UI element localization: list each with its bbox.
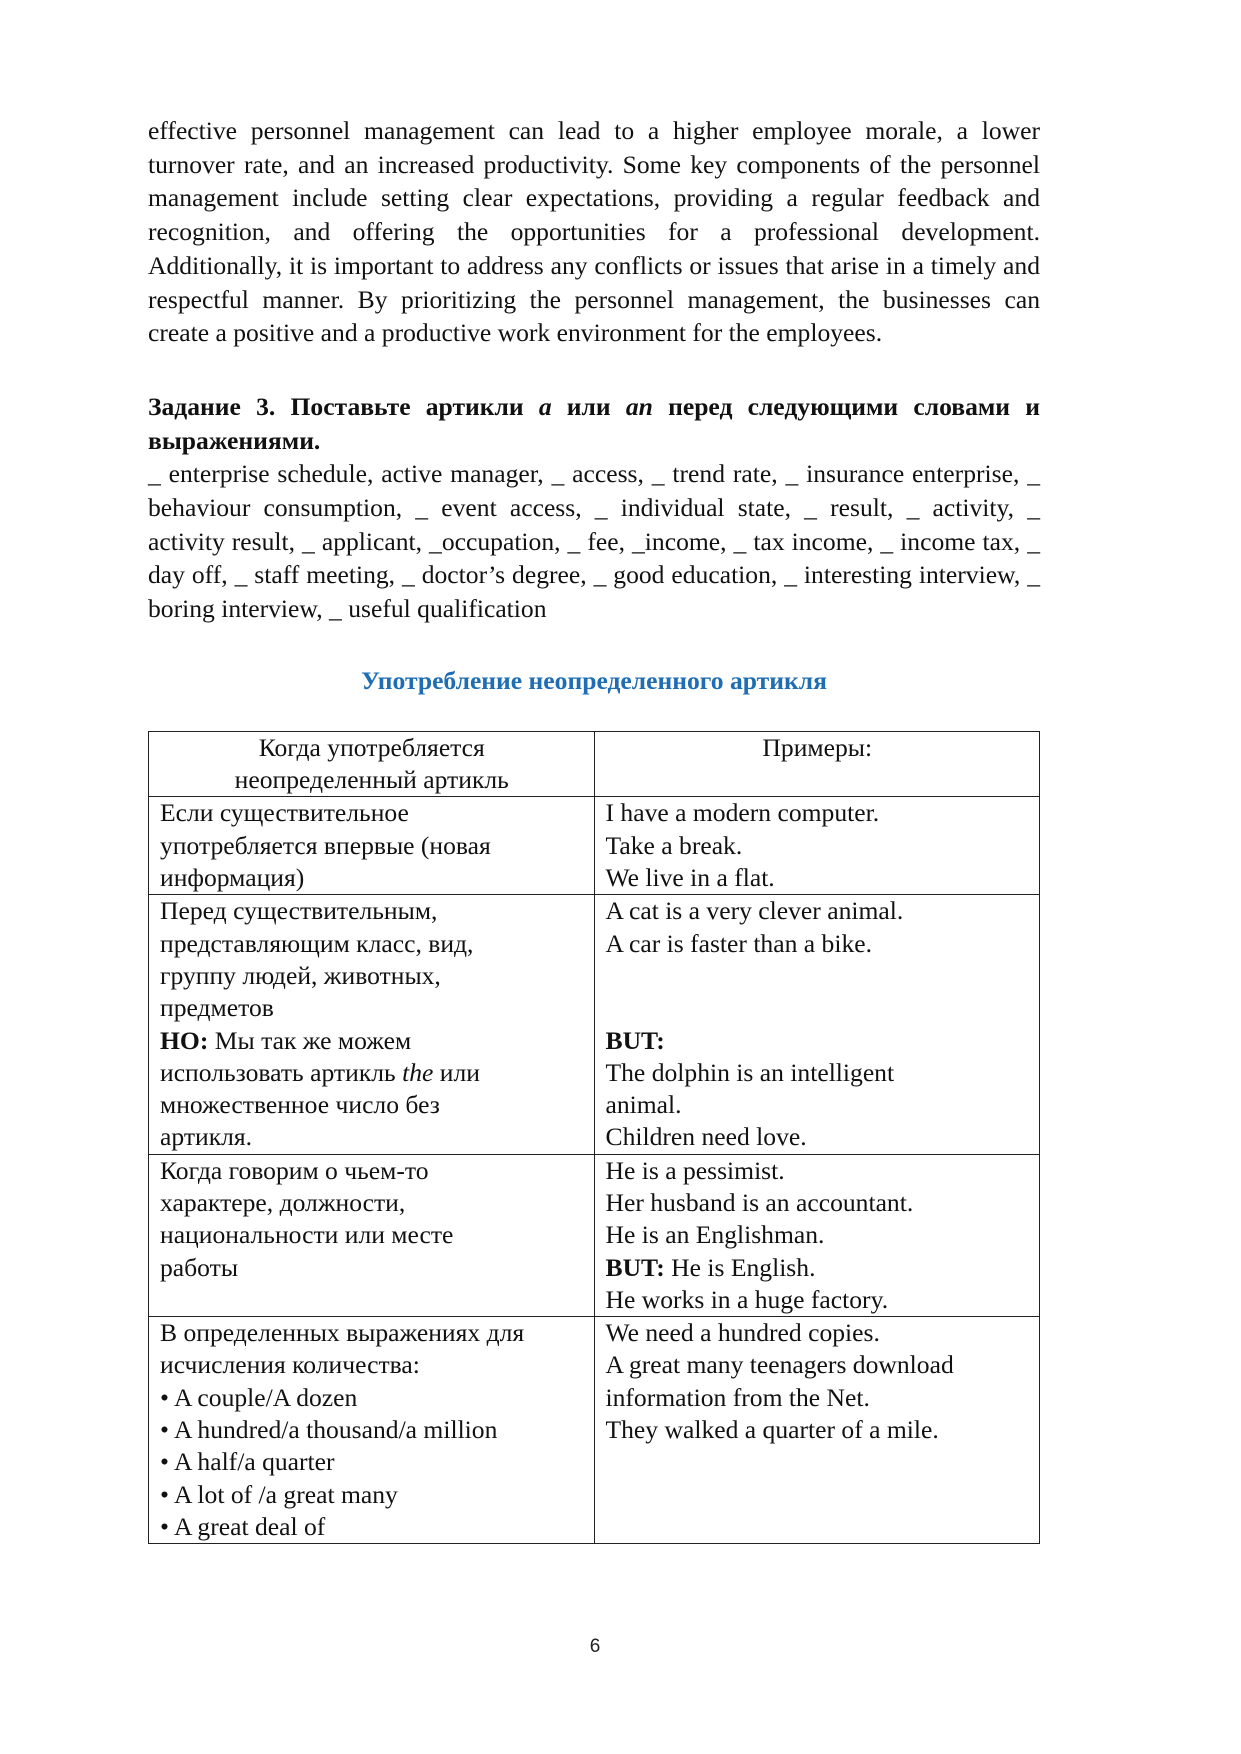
header-usage-line-2: неопределенный артикль xyxy=(234,765,509,795)
task-3-title-or: или xyxy=(551,391,626,421)
row3-usage-cell xyxy=(149,1154,595,1316)
row3-example: He is an Englishman. xyxy=(605,1220,825,1250)
row2-spacer xyxy=(606,992,1030,1024)
row3-but-line xyxy=(606,1252,1030,1284)
row4-example: A great many teenagers download xyxy=(605,1350,954,1380)
header-examples-cell xyxy=(594,731,1040,797)
row2-usage-line: представляющим класс, вид, xyxy=(160,928,474,958)
row4-bullet-item: • A hundred/a thousand/a million xyxy=(160,1415,498,1445)
row1-example: I have a modern computer. xyxy=(605,798,880,828)
row4-examples-cell xyxy=(594,1317,1040,1544)
row2-but-line-4: артикля. xyxy=(160,1122,253,1152)
row4-bullet-item: • A great deal of xyxy=(160,1511,326,1541)
row3-examples-cell xyxy=(594,1154,1040,1316)
row1-usage-line: Если существительное xyxy=(160,798,409,828)
row4-example: We need a hundred copies. xyxy=(605,1318,880,1348)
row3-usage-line: работы xyxy=(160,1252,239,1282)
header-examples-label: Примеры: xyxy=(762,732,873,762)
row3-but-text: He is English. xyxy=(664,1252,816,1282)
row4-bullet-item: • A lot of /a great many xyxy=(160,1479,398,1509)
task-3-title-part2: перед следующими словами и выражениями. xyxy=(148,391,1040,455)
section-heading: Употребление неопределенного артикля xyxy=(361,665,827,695)
task-3-title xyxy=(148,390,1040,457)
row2-example: Children need love. xyxy=(605,1122,807,1152)
row4-usage-cell xyxy=(149,1317,595,1544)
row2-example: A cat is a very clever animal. xyxy=(605,896,904,926)
row1-usage-line: информация) xyxy=(160,863,305,893)
row3-example: He works in a huge factory. xyxy=(605,1284,889,1314)
row4-usage-line: В определенных выражениях для xyxy=(160,1318,525,1348)
row3-usage-line: Когда говорим о чьем-то xyxy=(160,1155,429,1185)
intro-paragraph: effective personnel management can lead to a higher employee morale, a lower turnover rate, and an increased productivity. Some key components of the personnel management include setting clear expectations, providing a regular feedback and recognition, and offering the opportunities for a professional development. Additionally, it is important to address any conflicts or issues that arise in a timely and respectful manner. By prioritizing the personnel management, the businesses can create a positive and a productive work environment for the employees. xyxy=(148,116,1040,348)
task-3-title-article-a: a xyxy=(538,391,552,421)
page-content xyxy=(148,114,1040,1544)
row2-example: The dolphin is an intelligent xyxy=(605,1057,895,1087)
row2-but-text: или xyxy=(433,1057,480,1087)
table-row xyxy=(149,1317,1040,1544)
row2-usage-line: группу людей, животных, xyxy=(160,960,441,990)
row2-examples-but-label: BUT: xyxy=(605,1025,665,1055)
row2-usage-cell xyxy=(149,895,595,1154)
row2-example: animal. xyxy=(605,1090,682,1120)
row3-but-label: BUT: xyxy=(605,1252,665,1282)
row3-usage-line: характере, должности, xyxy=(160,1188,406,1217)
row1-usage-cell xyxy=(149,797,595,895)
table-header-row xyxy=(149,731,1040,797)
row2-but-line-3: множественное число без xyxy=(160,1090,440,1120)
row1-examples-cell xyxy=(594,797,1040,895)
table-row xyxy=(149,895,1040,1154)
row2-example: A car is faster than a bike. xyxy=(605,928,872,958)
row1-usage-line: употребляется впервые (новая xyxy=(160,830,491,860)
row4-usage-line: исчисления количества: xyxy=(160,1350,420,1380)
row2-but-label: НО: xyxy=(160,1025,209,1055)
task-3-title-part1: Задание 3. Поставьте артикли xyxy=(148,391,539,421)
row4-bullet-item: • A half/a quarter xyxy=(160,1447,335,1477)
indefinite-article-table xyxy=(148,731,1040,1544)
row2-but-article-the: the xyxy=(402,1057,434,1087)
row2-but-text: Мы так же можем xyxy=(208,1025,412,1055)
row4-bullet-item: • A couple/A dozen xyxy=(160,1382,358,1412)
row2-spacer xyxy=(606,960,1030,992)
row2-examples-cell xyxy=(594,895,1040,1154)
header-usage-line-1: Когда употребляется xyxy=(258,732,485,762)
table-row xyxy=(149,797,1040,895)
row4-example: information from the Net. xyxy=(605,1382,870,1412)
row2-but-line-2 xyxy=(160,1057,584,1089)
row2-usage-line: Перед существительным, xyxy=(160,896,438,926)
row2-usage-line: предметов xyxy=(160,993,274,1023)
row2-but-line-1 xyxy=(160,1025,584,1057)
row1-example: We live in a flat. xyxy=(605,863,775,893)
task-3-word-list: _ enterprise schedule, active manager, _ access, _ trend rate, _ insurance enterprise, _ behaviour consumption, _ event access, _ individual state, _ result, _ activity, _ activity result, _ applicant, _occupation, _ fee, _income, _ tax income, _ income tax, _ day off, _ staff meeting, _ doctor’s degree, _ good education, _ interesting interview, _ boring interview, _ useful qualification xyxy=(148,459,1040,624)
table-row xyxy=(149,1154,1040,1316)
row1-example: Take a break. xyxy=(605,830,743,860)
page-number: 6 xyxy=(589,1636,601,1657)
row3-example: He is a pessimist. xyxy=(605,1155,785,1185)
row2-but-text: использовать артикль xyxy=(160,1057,403,1087)
task-3-title-article-an: an xyxy=(625,391,653,421)
header-usage-cell xyxy=(149,731,595,797)
row3-example: Her husband is an accountant. xyxy=(605,1188,914,1217)
row3-usage-line: национальности или месте xyxy=(160,1220,454,1250)
row4-example: They walked a quarter of a mile. xyxy=(605,1415,939,1445)
